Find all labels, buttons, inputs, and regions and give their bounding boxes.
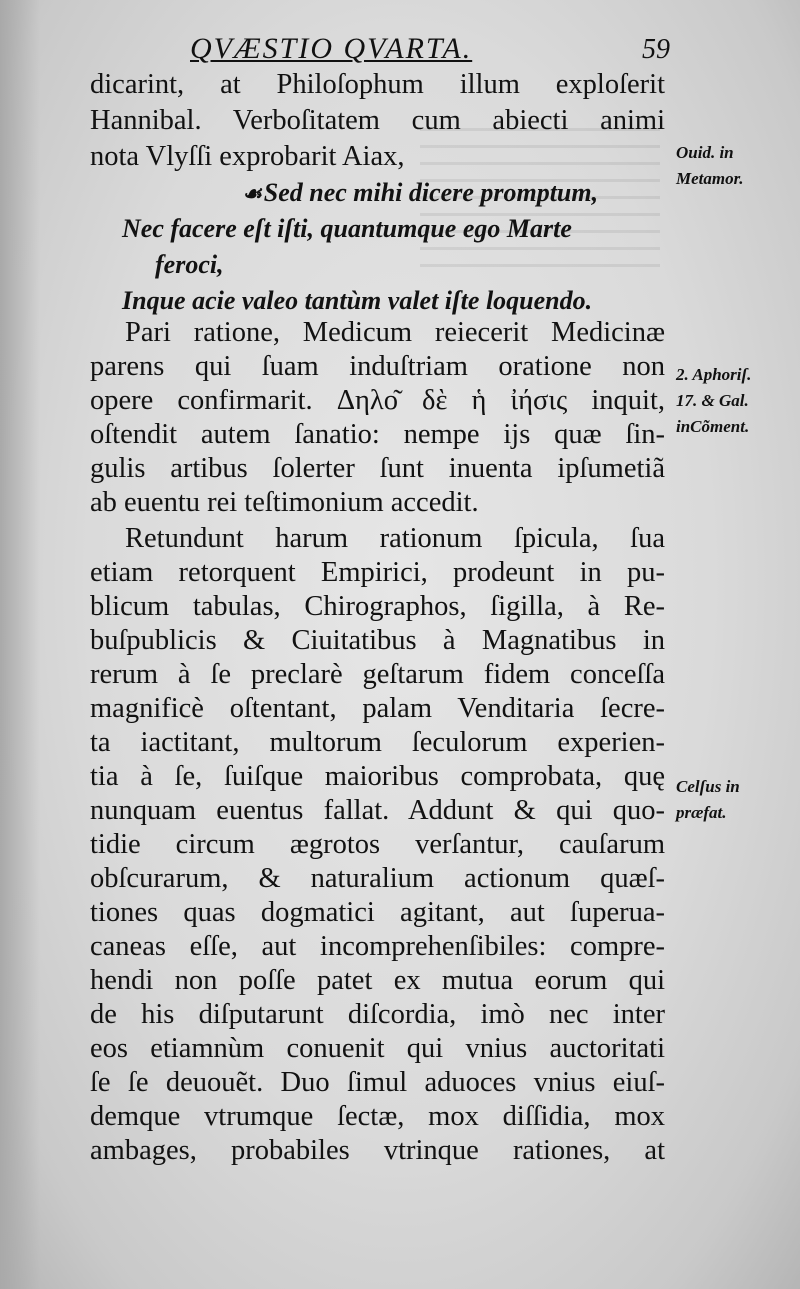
text-line: demque vtrumque ſectæ, mox diſſidia, mox xyxy=(90,1101,665,1132)
running-title: QVÆSTIO QVARTA. xyxy=(190,32,473,65)
text-line: caneas eſſe, aut incomprehenſibiles: compre- xyxy=(90,931,665,962)
text-line: blicum tabulas, Chirographos, ſigilla, à Re- xyxy=(90,591,665,622)
text-line: Pari ratione, Medicum reiecerit Medicinæ xyxy=(125,317,665,348)
margin-note-line: Metamor. xyxy=(676,169,744,188)
text-line: nunquam euentus fallat. Addunt & qui quo- xyxy=(90,795,665,826)
text-line: obſcurarum, & naturalium actionum quæſ- xyxy=(90,863,665,894)
text-line: de his diſputarunt diſcordia, imò nec inter xyxy=(90,999,665,1030)
page-number: 59 xyxy=(642,34,670,65)
text-line: etiam retorquent Empirici, prodeunt in pu- xyxy=(90,557,665,588)
text-line: ta iactitant, multorum ſeculorum experien- xyxy=(90,727,665,758)
verse-text: Sed nec mihi dicere promptum, xyxy=(263,178,599,207)
verse-line: feroci, xyxy=(155,250,224,279)
text-line: gulis artibus ſolerter ſunt inuenta ipſumetiã xyxy=(90,453,665,484)
text-line: hendi non poſſe patet ex mutua eorum qui xyxy=(90,965,665,996)
text-line: nota Vlyſſi exprobarit Aiax, xyxy=(90,141,405,172)
text-line: eos etiamnùm conuenit qui vnius auctoritati xyxy=(90,1033,665,1064)
margin-note-ovid xyxy=(676,140,744,192)
text-line: tiones quas dogmatici agitant, aut ſuperua- xyxy=(90,897,665,928)
text-line: ab euentu rei teſtimonium accedit. xyxy=(90,487,479,518)
text-line: Retundunt harum rationum ſpicula, ſua xyxy=(125,523,665,554)
verse-line: Nec facere eſt iſti, quantumque ego Marte xyxy=(122,214,572,243)
text-line: Hannibal. Verboſitatem cum abiecti animi xyxy=(90,105,665,136)
text-line: ſe ſe deuouẽt. Duo ſimul aduoces vnius eiuſ- xyxy=(90,1067,665,1098)
text-line: dicarint, at Philoſophum illum exploſerit xyxy=(90,69,665,100)
paragraph-mark-icon: ☙ xyxy=(242,181,262,206)
text-line: ambages, probabiles vtrinque rationes, at xyxy=(90,1135,665,1166)
margin-note-celsus xyxy=(676,774,740,826)
text-line: opere confirmarit. Δηλο͂ δὲ ἡ ἰήσις inquit, xyxy=(90,385,665,416)
text-line: oſtendit autem ſanatio: nempe ijs quæ ſin- xyxy=(90,419,665,450)
text-line: buſpublicis & Ciuitatibus à Magnatibus in xyxy=(90,625,665,656)
running-header xyxy=(150,32,670,72)
margin-note-aphorisms xyxy=(676,362,751,440)
text-line: parens qui ſuam induſtriam oratione non xyxy=(90,351,665,382)
text-line: magnificè oſtentant, palam Venditaria ſecre- xyxy=(90,693,665,724)
margin-note-line: 17. & Gal. xyxy=(676,391,749,410)
margin-note-line: inCõment. xyxy=(676,417,750,436)
text-line: rerum à ſe preclarè geſtarum fidem conceſſa xyxy=(90,659,665,690)
verse-line xyxy=(242,176,598,211)
margin-note-line: Ouid. in xyxy=(676,143,734,162)
verse-line: Inque acie valeo tantùm valet iſte loquendo. xyxy=(122,286,593,315)
margin-note-line: 2. Aphoriſ. xyxy=(676,365,752,384)
text-line: tidie circum ægrotos verſantur, cauſarum xyxy=(90,829,665,860)
text-line: tia à ſe, ſuiſque maioribus comprobata, quę xyxy=(90,761,665,792)
page-shadow xyxy=(0,0,40,1289)
margin-note-line: præfat. xyxy=(676,803,727,822)
margin-note-line: Celſus in xyxy=(676,777,740,796)
